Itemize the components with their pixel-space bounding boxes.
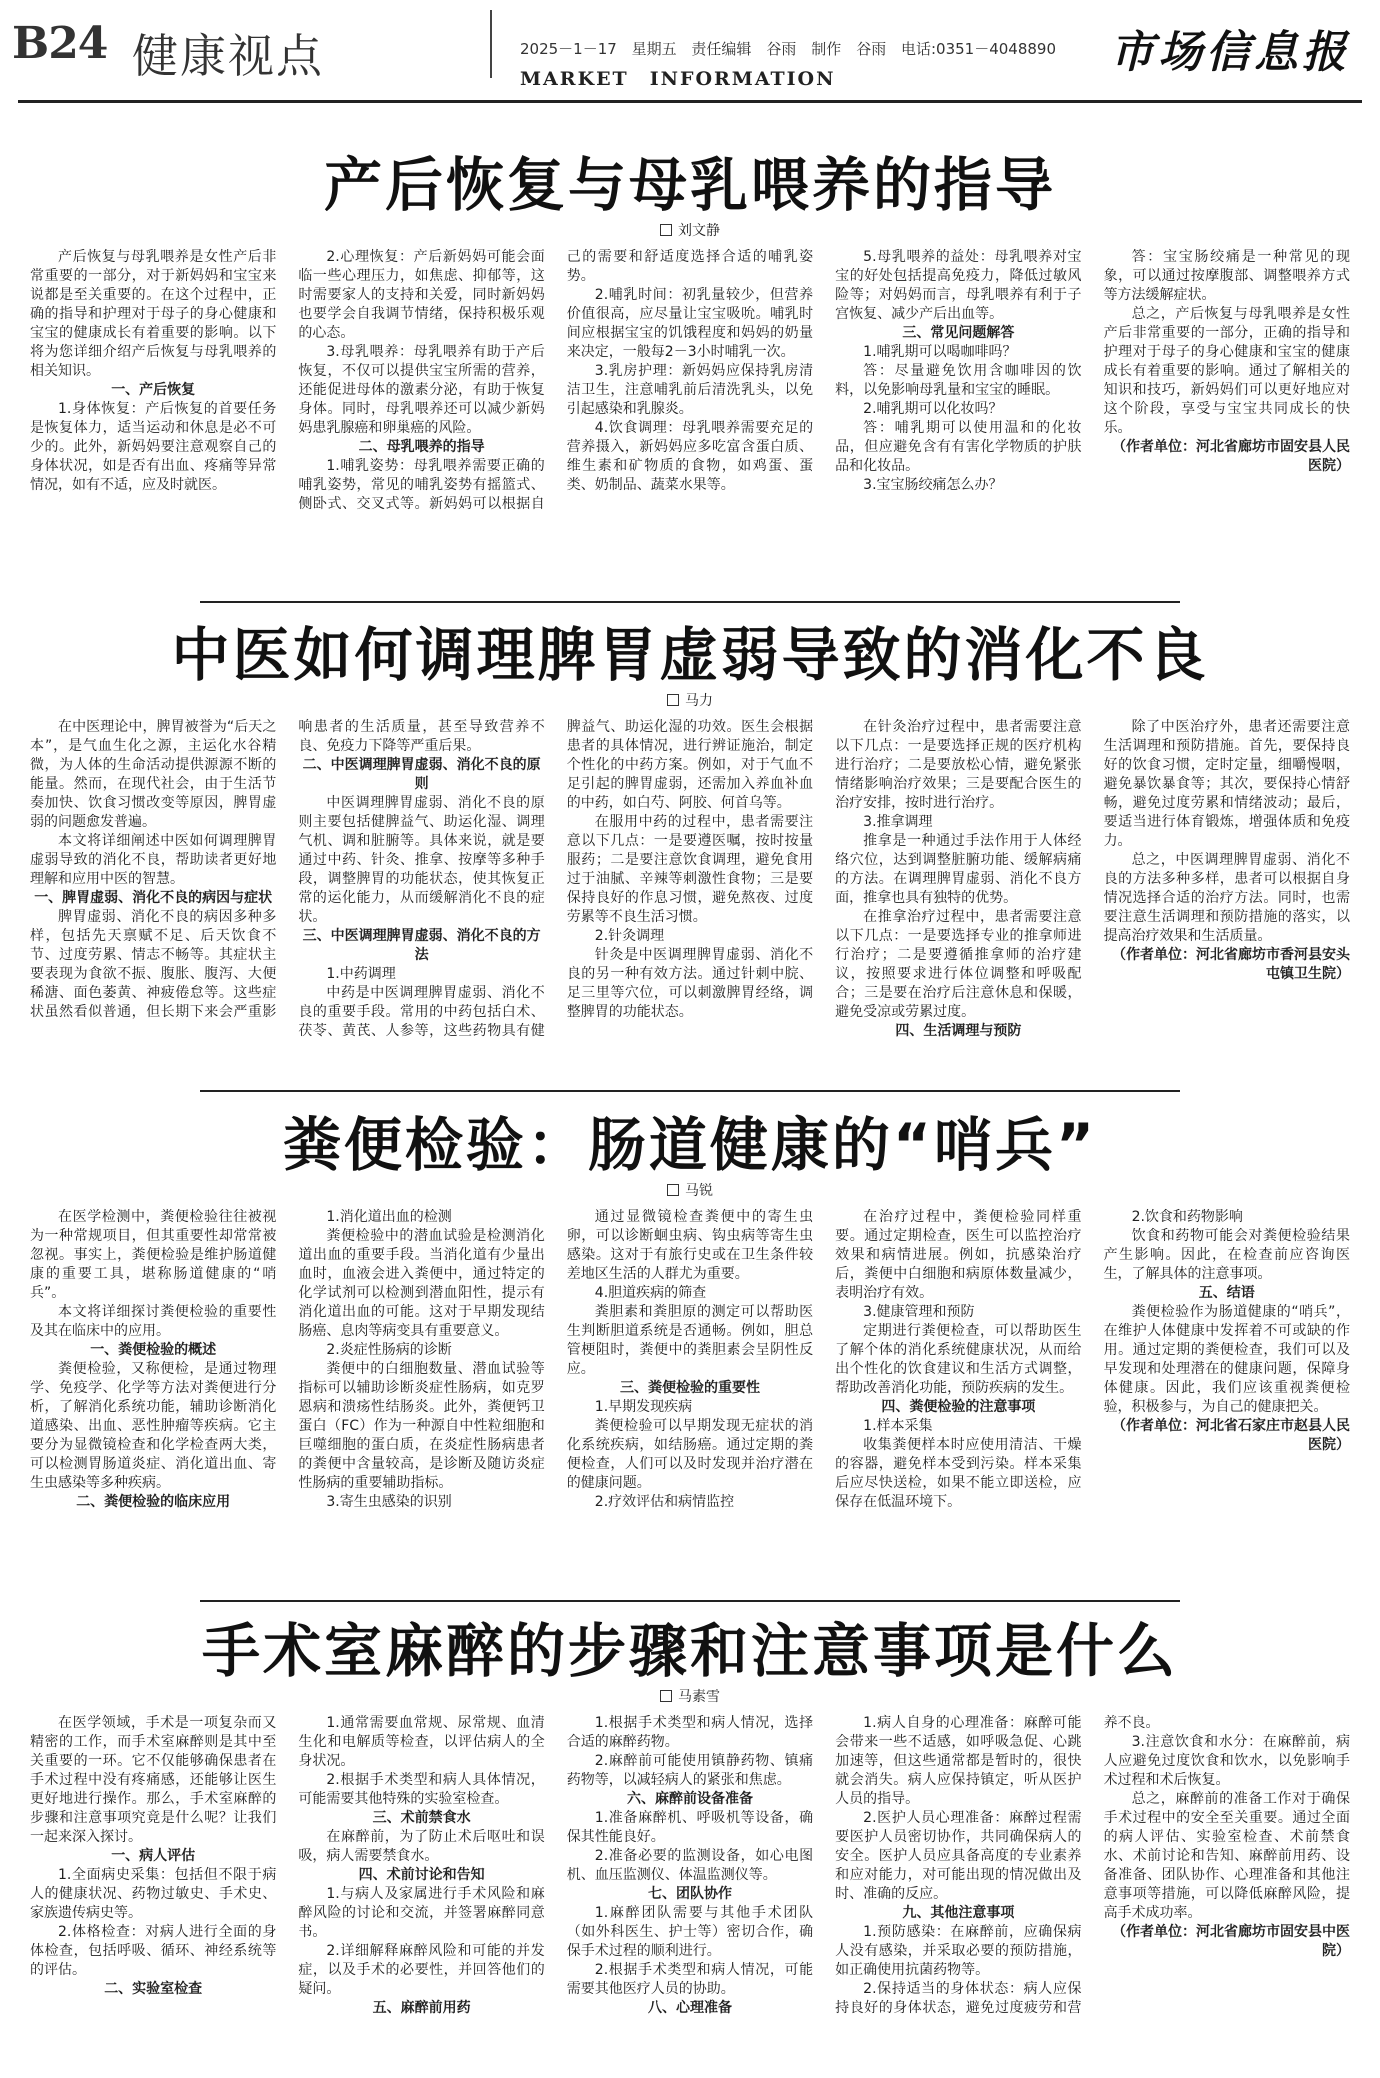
- paragraph: 1.与病人及家属进行手术风险和麻醉风险的讨论和交流，并签署麻醉同意书。: [298, 1886, 545, 1940]
- paragraph: 在治疗过程中，粪便检验同样重要。通过定期检查，医生可以监控治疗效果和病情进展。例如，抗感染治疗后，粪便中白细胞和病原体数量减少，表明治疗有效。: [835, 1209, 1082, 1301]
- paragraph: 4.饮食调理：母乳喂养需要充足的营养摄入，新妈妈应多吃富含蛋白质、维生素和矿物质的食物，如鸡蛋、蛋类、奶制品、蔬菜水果等。: [566, 420, 814, 493]
- paragraph: 2.哺乳期可以化妆吗？: [863, 401, 1003, 417]
- author-affiliation: （作者单位：河北省廊坊市固安县中医院）: [1111, 1924, 1350, 1959]
- section-heading: 二、母乳喂养的指导: [358, 439, 485, 455]
- market-information-label: MARKET INFORMATION: [520, 68, 836, 90]
- paragraph: 针灸是中医调理脾胃虚弱、消化不良的另一种有效方法。通过针刺中脘、足三里等穴位，可以刺激脾胃经络，调整脾胃的功能状态。: [566, 947, 814, 1020]
- paragraph: 饮食和药物可能会对粪便检验结果产生影响。因此，在检查前应咨询医生，了解具体的注意事项。: [1103, 1228, 1350, 1282]
- article-2: [30, 618, 1350, 1058]
- section-heading: 七、团队协作: [647, 1886, 732, 1902]
- paragraph: 粪便中的白细胞数量、潜血试验等指标可以辅助诊断炎症性肠病，如克罗恩病和溃疡性结肠炎。此外，粪便钙卫蛋白（FC）作为一种源自中性粒细胞和巨噬细胞的蛋白质，在炎症性肠病患者的粪便中含量较高，是诊断及随访炎症性肠病的重要辅助指标。: [298, 1361, 545, 1491]
- article-1: [30, 148, 1350, 548]
- paragraph: 粪便检验可以早期发现无症状的消化系统疾病，如结肠癌。通过定期的粪便检查，人们可以及时发现并治疗潜在的健康问题。: [566, 1418, 814, 1491]
- paragraph: 2.保持适当的身体状态：病人应保持良好的身体状态，避免过度疲劳和营养不良。: [835, 1715, 1160, 2016]
- article-body: [30, 1208, 1350, 1570]
- paragraph: 在针灸治疗过程中，患者需要注意以下几点：一是要选择正规的医疗机构进行治疗；二是要放松心情，避免紧张情绪影响治疗效果；三是要配合医生的治疗安排，按时进行治疗。: [835, 719, 1082, 811]
- section-heading: 五、麻醉前用药: [372, 2000, 471, 2016]
- newspaper-logo: 市场信息报: [1110, 27, 1350, 78]
- byline-box-icon: [667, 694, 679, 706]
- paragraph: 2.麻醉前可能使用镇静药物、镇痛药物等，以减轻病人的紧张和焦虑。: [566, 1753, 814, 1788]
- article-title: 手术室麻醉的步骤和注意事项是什么: [201, 1617, 1178, 1685]
- article-byline: [30, 222, 1350, 240]
- paragraph: 产后恢复与母乳喂养是女性产后非常重要的一部分，对于新妈妈和宝宝来说都是至关重要的。在这个过程中，正确的指导和护理对于母子的身心健康和宝宝的健康成长有着重要的影响。以下将为您详细介绍产后恢复与母乳喂养的相关知识。: [30, 249, 277, 379]
- issue-producer: 制作 谷雨: [811, 40, 887, 58]
- paragraph: 2.针灸调理: [594, 928, 665, 944]
- paragraph: 中医调理脾胃虚弱、消化不良的原则主要包括健脾益气、助运化湿、调理气机、调和脏腑等。具体来说，就是要通过中药、针灸、推拿、按摩等多种手段，调整脾胃的功能状态，使其恢复正常的运化能力，从而缓解消化不良的症状。: [298, 795, 545, 925]
- paragraph: 答：哺乳期可以使用温和的化妆品，但应避免含有有害化学物质的护肤品和化妆品。: [835, 420, 1082, 474]
- section-heading: 一、脾胃虚弱、消化不良的病因与症状: [34, 890, 273, 906]
- paragraph: 在医学领域，手术是一项复杂而又精密的工作，而手术室麻醉则是其中至关重要的一环。它不仅能够确保患者在手术过程中没有疼痛感，还能够让医生更好地进行操作。那么，手术室麻醉的步骤和注意事项究竟是什么呢？让我们一起来深入探讨。: [30, 1715, 277, 1845]
- paragraph: 3.健康管理和预防: [863, 1304, 975, 1320]
- paragraph: 2.哺乳时间：初乳量较少，但营养价值很高，应尽量让宝宝吸吮。哺乳时间应根据宝宝的饥饿程度和妈妈的奶量来决定，一般每2－3小时哺乳一次。: [566, 287, 814, 360]
- author-name: 马素雪: [678, 1689, 720, 1705]
- section-heading: 五、结语: [1198, 1285, 1255, 1301]
- paragraph: 2.饮食和药物影响: [1131, 1209, 1243, 1225]
- paragraph: 1.哺乳姿势：母乳喂养需要正确的哺乳姿势，常见的哺乳姿势有摇篮式、侧卧式、交叉式等。新妈妈可以根据自己的需要和舒适度选择合适的哺乳姿势。: [298, 249, 814, 512]
- section-heading: 三、粪便检验的重要性: [619, 1380, 760, 1396]
- paragraph: 总之，麻醉前的准备工作对于确保手术过程中的安全至关重要。通过全面的病人评估、实验室检查、术前禁食水、术前讨论和告知、麻醉前用药、设备准备、团队协作、心理准备和其他注意事项等措施，可以降低麻醉风险，提高手术成功率。: [1103, 1791, 1350, 1921]
- paragraph: 中药是中医调理脾胃虚弱、消化不良的重要手段。常用的中药包括白术、茯苓、黄芪、人参等，这些药物具有健脾益气、助运化湿的功效。医生会根据患者的具体情况，进行辨证施治，制定个性化的中药方案。例如，对于气血不足引起的脾胃虚弱，还需加入养血补血的中药，如白芍、阿胶、何首乌等。: [298, 719, 814, 1039]
- article-3: [30, 1108, 1350, 1570]
- paragraph: 1.样本采集: [863, 1418, 933, 1434]
- issue-info: [520, 38, 1066, 59]
- article-body: [30, 248, 1350, 548]
- paragraph: 1.根据手术类型和病人情况，选择合适的麻醉药物。: [566, 1715, 814, 1750]
- paragraph: 2.炎症性肠病的诊断: [326, 1342, 452, 1358]
- paragraph: 1.预防感染：在麻醉前，应确保病人没有感染，并采取必要的预防措施，如正确使用抗菌药物等。: [835, 1924, 1082, 1978]
- section-heading: 二、实验室检查: [104, 1981, 203, 1997]
- article-byline: [30, 692, 1350, 710]
- paragraph: 1.通常需要血常规、尿常规、血清生化和电解质等检查，以评估病人的全身状况。: [298, 1715, 545, 1769]
- paragraph: 在中医理论中，脾胃被誉为“后天之本”，是气血生化之源，主运化水谷精微，为人体的生命活动提供源源不断的能量。然而，在现代社会，由于生活节奏加快、饮食习惯改变等原因，脾胃虚弱的问题愈发普遍。: [30, 719, 277, 830]
- article-body: [30, 718, 1350, 1058]
- masthead-divider: [490, 10, 492, 78]
- paragraph: 1.中药调理: [326, 966, 396, 982]
- section-heading: 三、中医调理脾胃虚弱、消化不良的方法: [302, 928, 541, 963]
- article-title: 产后恢复与母乳喂养的指导: [323, 151, 1056, 219]
- paragraph: 粪胆素和粪胆原的测定可以帮助医生判断胆道系统是否通畅。例如，胆总管梗阻时，粪便中的粪胆素会呈阴性反应。: [566, 1304, 814, 1377]
- article-divider: [200, 1090, 1180, 1092]
- section-heading: 一、粪便检验的概述: [90, 1342, 217, 1358]
- masthead-rule: [18, 100, 1362, 103]
- paragraph: 2.准备必要的监测设备，如心电图机、血压监测仪、体温监测仪等。: [566, 1848, 814, 1883]
- paragraph: 总之，中医调理脾胃虚弱、消化不良的方法多种多样，患者可以根据自身情况选择合适的治疗方法。同时，也需要注意生活调理和预防措施的落实，以提高治疗效果和生活质量。: [1103, 852, 1350, 944]
- paragraph: 5.母乳喂养的益处：母乳喂养对宝宝的好处包括提高免疫力，降低过敏风险等；对妈妈而言，母乳喂养有利于子宫恢复、减少产后出血等。: [835, 249, 1082, 322]
- article-divider: [200, 1600, 1180, 1602]
- byline-box-icon: [660, 1690, 672, 1702]
- byline-box-icon: [667, 1184, 679, 1196]
- paragraph: 粪便检验，又称便检，是通过物理学、免疫学、化学等方法对粪便进行分析，了解消化系统功能，辅助诊断消化道感染、出血、恶性肿瘤等疾病。它主要分为显微镜检查和化学检查两大类，可以检测胃肠道炎症、消化道出血、寄生虫感染等多种疾病。: [30, 1361, 277, 1491]
- paragraph: 粪便检验中的潜血试验是检测消化道出血的重要手段。当消化道有少量出血时，血液会进入粪便中，通过特定的化学试剂可以检测到潜血阳性，提示有消化道出血的可能。这对于早期发现结肠癌、息肉等病变具有重要意义。: [298, 1228, 545, 1339]
- issue-weekday: 星期五: [631, 40, 677, 58]
- paragraph: 本文将详细阐述中医如何调理脾胃虚弱导致的消化不良，帮助读者更好地理解和应用中医的智慧。: [30, 833, 277, 887]
- author-affiliation: （作者单位：河北省石家庄市赵县人民医院）: [1111, 1418, 1350, 1453]
- paragraph: 3.寄生虫感染的识别: [326, 1494, 452, 1510]
- page-number: B24: [12, 18, 108, 69]
- paragraph: 脾胃虚弱、消化不良的病因多种多样，包括先天禀赋不足、后天饮食不节、过度劳累、情志不畅等。其症状主要表现为食欲不振、腹胀、腹泻、大便稀溏、面色萎黄、神疲倦怠等。这些症状虽然看似普通，但长期下来会严重影响患者的生活质量，甚至导致营养不良、免疫力下降等严重后果。: [30, 719, 545, 1020]
- paragraph: 1.准备麻醉机、呼吸机等设备，确保其性能良好。: [566, 1810, 814, 1845]
- paragraph: 3.注意饮食和水分：在麻醉前，病人应避免过度饮食和饮水，以免影响手术过程和术后恢复。: [1103, 1734, 1350, 1788]
- paragraph: 1.哺乳期可以喝咖啡吗？: [863, 344, 1017, 360]
- paragraph: 在麻醉前，为了防止术后呕吐和误吸，病人需要禁食水。: [298, 1829, 545, 1864]
- paragraph: 1.消化道出血的检测: [326, 1209, 452, 1225]
- section-heading: 四、术前讨论和告知: [358, 1867, 485, 1883]
- paragraph: 总之，产后恢复与母乳喂养是女性产后非常重要的一部分，正确的指导和护理对于母子的身心健康和宝宝的健康成长有着重要的影响。通过了解相关的知识和技巧，新妈妈们可以更好地应对这个阶段，享受与宝宝共同成长的快乐。: [1103, 306, 1350, 436]
- section-heading: 八、心理准备: [647, 2000, 732, 2016]
- paragraph: 在服用中药的过程中，患者需要注意以下几点：一是要遵医嘱，按时按量服药；二是要注意饮食调理，避免食用过于油腻、辛辣等刺激性食物；三是要保持良好的作息习惯，避免熬夜、过度劳累等不良生活习惯。: [566, 814, 814, 925]
- paragraph: 通过显微镜检查粪便中的寄生虫卵，可以诊断蛔虫病、钩虫病等寄生虫感染。这对于有旅行史或在卫生条件较差地区生活的人群尤为重要。: [566, 1209, 814, 1282]
- paragraph: 定期进行粪便检查，可以帮助医生了解个体的消化系统健康状况，从而给出个性化的饮食建议和生活方式调整，帮助改善消化功能，预防疾病的发生。: [835, 1323, 1082, 1396]
- paragraph: 答：尽量避免饮用含咖啡因的饮料，以免影响母乳量和宝宝的睡眠。: [835, 363, 1082, 398]
- article-4: [30, 1614, 1350, 2066]
- section-heading: 三、常见问题解答: [902, 325, 1015, 341]
- paragraph: 2.根据手术类型和病人具体情况，可能需要其他特殊的实验室检查。: [298, 1772, 545, 1807]
- paragraph: 1.全面病史采集：包括但不限于病人的健康状况、药物过敏史、手术史、家族遗传病史等。: [30, 1867, 277, 1921]
- article-title: 粪便检验：肠道健康的“哨兵”: [282, 1111, 1098, 1179]
- paragraph: 2.体格检查：对病人进行全面的身体检查，包括呼吸、循环、神经系统等的评估。: [30, 1924, 277, 1978]
- author-name: 马锐: [685, 1183, 713, 1199]
- section-heading: 一、病人评估: [111, 1848, 196, 1864]
- section-heading: 四、生活调理与预防: [895, 1023, 1022, 1039]
- paragraph: 2.心理恢复：产后新妈妈可能会面临一些心理压力，如焦虑、抑郁等，这时需要家人的支持和关爱，同时新妈妈也要学会自我调节情绪，保持积极乐观的心态。: [298, 249, 545, 341]
- author-name: 刘文静: [678, 223, 720, 239]
- paragraph: 3.乳房护理：新妈妈应保持乳房清洁卫生，注意哺乳前后清洗乳头，以免引起感染和乳腺炎。: [566, 363, 814, 417]
- section-heading: 六、麻醉前设备准备: [626, 1791, 753, 1807]
- paragraph: 推拿是一种通过手法作用于人体经络穴位，达到调整脏腑功能、缓解病痛的方法。在调理脾胃虚弱、消化不良方面，推拿也具有独特的优势。: [835, 833, 1082, 906]
- section-heading: 九、其他注意事项: [902, 1905, 1015, 1921]
- paragraph: 在医学检测中，粪便检验往往被视为一种常规项目，但其重要性却常常被忽视。事实上，粪便检验是维护肠道健康的重要工具，堪称肠道健康的“哨兵”。: [30, 1209, 277, 1301]
- paragraph: 1.早期发现疾病: [594, 1399, 693, 1415]
- paragraph: 1.病人自身的心理准备：麻醉可能会带来一些不适感，如呼吸急促、心跳加速等，但这些通常都是暂时的，很快就会消失。病人应保持镇定，听从医护人员的指导。: [835, 1715, 1082, 1807]
- paragraph: 2.医护人员心理准备：麻醉过程需要医护人员密切协作，共同确保病人的安全。医护人员应具备高度的专业素养和应对能力，对可能出现的情况做出及时、准确的反应。: [835, 1810, 1082, 1902]
- section-name: 健康视点: [132, 29, 324, 83]
- issue-phone: 电话:0351－4048890: [900, 40, 1057, 58]
- issue-editor: 责任编辑 谷雨: [691, 40, 797, 58]
- section-heading: 二、中医调理脾胃虚弱、消化不良的原则: [302, 757, 541, 792]
- section-heading: 四、粪便检验的注意事项: [881, 1399, 1036, 1415]
- article-title: 中医如何调理脾胃虚弱导致的消化不良: [171, 621, 1209, 689]
- paragraph: 1.身体恢复：产后恢复的首要任务是恢复体力，适当运动和休息是必不可少的。此外，新妈妈要注意观察自己的身体状况，如是否有出血、疼痛等异常情况，如有不适，应及时就医。: [30, 401, 277, 493]
- byline-box-icon: [660, 224, 672, 236]
- article-byline: [30, 1688, 1350, 1706]
- paragraph: 答：宝宝肠绞痛是一种常见的现象，可以通过按摩腹部、调整喂养方式等方法缓解症状。: [1103, 249, 1350, 303]
- section-heading: 二、粪便检验的临床应用: [76, 1494, 231, 1510]
- author-affiliation: （作者单位：河北省廊坊市香河县安头屯镇卫生院）: [1111, 947, 1350, 982]
- issue-date: 2025－1－17: [520, 40, 617, 58]
- article-body: [30, 1714, 1350, 2066]
- article-divider: [200, 601, 1180, 603]
- paragraph: 3.母乳喂养：母乳喂养有助于产后恢复，不仅可以提供宝宝所需的营养，还能促进母体的激素分泌，有助于恢复身体。同时，母乳喂养还可以减少新妈妈患乳腺癌和卵巢癌的风险。: [298, 344, 545, 436]
- author-name: 马力: [685, 693, 713, 709]
- paragraph: 3.推拿调理: [863, 814, 933, 830]
- paragraph: 除了中医治疗外，患者还需要注意生活调理和预防措施。首先，要保持良好的饮食习惯，定时定量，细嚼慢咽，避免暴饮暴食等；其次，要保持心情舒畅，避免过度劳累和情绪波动；最后，要适当进行体育锻炼，增强体质和免疫力。: [1103, 719, 1350, 849]
- paragraph: 2.疗效评估和病情监控: [594, 1494, 735, 1510]
- paragraph: 4.胆道疾病的筛查: [594, 1285, 707, 1301]
- paragraph: 3.宝宝肠绞痛怎么办？: [863, 477, 1003, 493]
- masthead: [0, 0, 1380, 100]
- paragraph: 在推拿治疗过程中，患者需要注意以下几点：一是要选择专业的推拿师进行治疗；二是要遵循推拿师的治疗建议，按照要求进行体位调整和呼吸配合；三是要在治疗后注意休息和保暖，避免受凉或劳累过度。: [835, 909, 1082, 1020]
- section-heading: 三、术前禁食水: [372, 1810, 471, 1826]
- paragraph: 2.根据手术类型和病人情况，可能需要其他医疗人员的协助。: [566, 1962, 814, 1997]
- paragraph: 粪便检验作为肠道健康的“哨兵”，在维护人体健康中发挥着不可或缺的作用。通过定期的粪便检查，我们可以及早发现和处理潜在的健康问题，保障身体健康。因此，我们应该重视粪便检验，积极参与，为自己的健康把关。: [1103, 1304, 1350, 1415]
- author-affiliation: （作者单位：河北省廊坊市固安县人民医院）: [1111, 439, 1350, 474]
- section-heading: 一、产后恢复: [111, 382, 196, 398]
- paragraph: 2.详细解释麻醉风险和可能的并发症，以及手术的必要性，并回答他们的疑问。: [298, 1943, 545, 1997]
- paragraph: 本文将详细探讨粪便检验的重要性及其在临床中的应用。: [30, 1304, 277, 1339]
- paragraph: 收集粪便样本时应使用清洁、干燥的容器，避免样本受到污染。样本采集后应尽快送检，如果不能立即送检，应保存在低温环境下。: [835, 1437, 1082, 1510]
- paragraph: 1.麻醉团队需要与其他手术团队（如外科医生、护士等）密切合作，确保手术过程的顺利进行。: [566, 1905, 814, 1959]
- article-byline: [30, 1182, 1350, 1200]
